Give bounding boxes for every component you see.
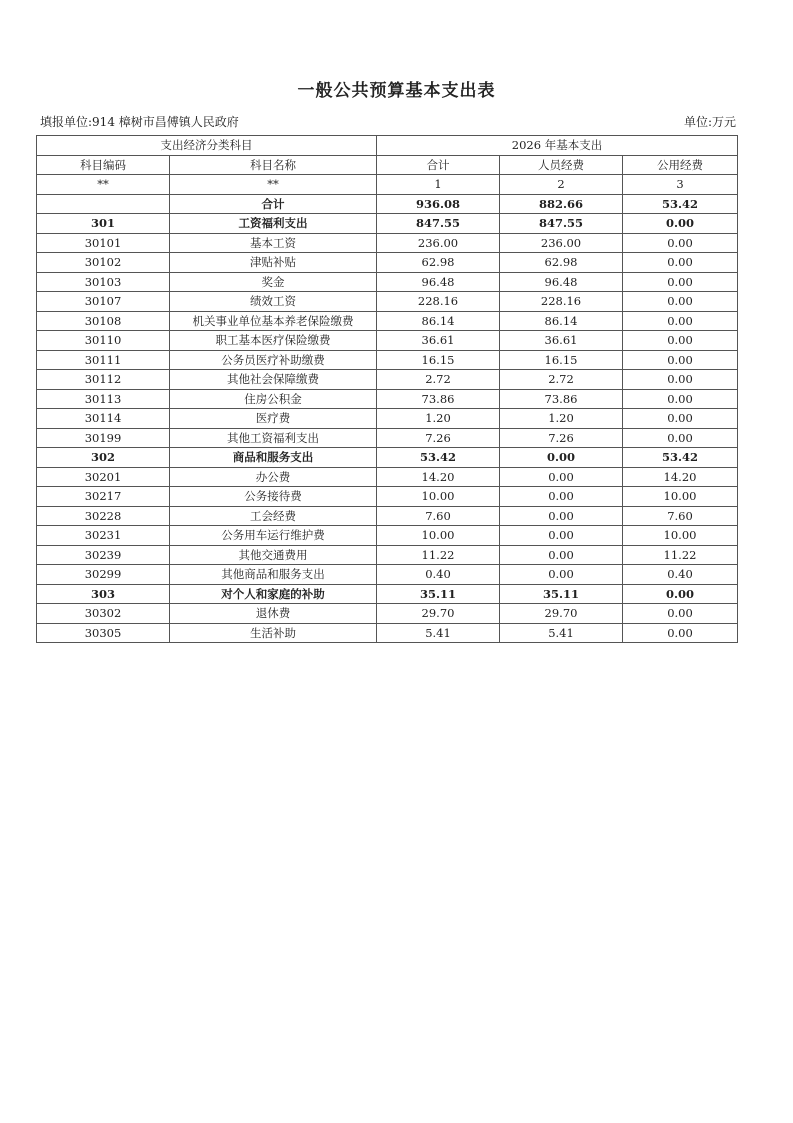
table-row (37, 253, 738, 273)
cell-personnel: 0.00 (500, 467, 623, 487)
cell-code: 30231 (37, 526, 170, 546)
cell-name: 机关事业单位基本养老保险缴费 (170, 311, 377, 331)
cell-code: 30108 (37, 311, 170, 331)
cell-public: 0.00 (623, 292, 738, 312)
cell-code: 301 (37, 214, 170, 234)
cell-code: 30114 (37, 409, 170, 429)
cell-public: 0.00 (623, 604, 738, 624)
cell-personnel: 96.48 (500, 272, 623, 292)
cell-name: 公务用车运行维护费 (170, 526, 377, 546)
cell-code: 30302 (37, 604, 170, 624)
cell-personnel: 7.26 (500, 428, 623, 448)
cell-code: 30112 (37, 370, 170, 390)
table-row (37, 428, 738, 448)
table-row (37, 506, 738, 526)
cell-public: 11.22 (623, 545, 738, 565)
cell-public: 0.00 (623, 584, 738, 604)
cell-code: 30239 (37, 545, 170, 565)
table-row (37, 448, 738, 468)
table-row (37, 233, 738, 253)
table-row (37, 604, 738, 624)
table-row (37, 584, 738, 604)
table-row (37, 467, 738, 487)
cell-personnel: 0.00 (500, 565, 623, 585)
cell-total: 73.86 (377, 389, 500, 409)
cell-personnel: 0.00 (500, 526, 623, 546)
table-row (37, 292, 738, 312)
cell-public: 0.00 (623, 311, 738, 331)
cell-personnel: 882.66 (500, 194, 623, 214)
cell-public: 0.40 (623, 565, 738, 585)
cell-total: 86.14 (377, 311, 500, 331)
cell-code: 30110 (37, 331, 170, 351)
cell-personnel: 36.61 (500, 331, 623, 351)
index-row (37, 175, 738, 195)
budget-table (36, 135, 738, 643)
table-row (37, 350, 738, 370)
index-cell: ** (170, 175, 377, 195)
cell-public: 0.00 (623, 623, 738, 643)
cell-total: 236.00 (377, 233, 500, 253)
cell-public: 14.20 (623, 467, 738, 487)
cell-personnel: 847.55 (500, 214, 623, 234)
table-row (37, 311, 738, 331)
cell-public: 0.00 (623, 272, 738, 292)
cell-name: 公务接待费 (170, 487, 377, 507)
index-cell: 2 (500, 175, 623, 195)
cell-public: 7.60 (623, 506, 738, 526)
cell-total: 847.55 (377, 214, 500, 234)
cell-name: 绩效工资 (170, 292, 377, 312)
cell-total: 2.72 (377, 370, 500, 390)
cell-total: 7.26 (377, 428, 500, 448)
cell-public: 0.00 (623, 350, 738, 370)
cell-public: 10.00 (623, 487, 738, 507)
cell-name: 对个人和家庭的补助 (170, 584, 377, 604)
cell-total: 0.40 (377, 565, 500, 585)
cell-name: 其他交通费用 (170, 545, 377, 565)
cell-name: 津贴补贴 (170, 253, 377, 273)
index-cell: ** (37, 175, 170, 195)
cell-code: 303 (37, 584, 170, 604)
cell-name: 公务员医疗补助缴费 (170, 350, 377, 370)
cell-public: 0.00 (623, 214, 738, 234)
cell-personnel: 1.20 (500, 409, 623, 429)
cell-personnel: 236.00 (500, 233, 623, 253)
cell-code: 30199 (37, 428, 170, 448)
cell-code: 30111 (37, 350, 170, 370)
cell-code: 30103 (37, 272, 170, 292)
cell-personnel: 62.98 (500, 253, 623, 273)
cell-total: 36.61 (377, 331, 500, 351)
cell-personnel: 29.70 (500, 604, 623, 624)
cell-personnel: 0.00 (500, 506, 623, 526)
table-row (37, 545, 738, 565)
table-row (37, 194, 738, 214)
table-body (37, 194, 738, 643)
cell-public: 0.00 (623, 370, 738, 390)
cell-total: 16.15 (377, 350, 500, 370)
reporting-unit: 填报单位:914 樟树市昌傅镇人民政府 (40, 115, 239, 129)
cell-total: 62.98 (377, 253, 500, 273)
cell-public: 10.00 (623, 526, 738, 546)
cell-personnel: 2.72 (500, 370, 623, 390)
cell-personnel: 228.16 (500, 292, 623, 312)
cell-name: 医疗费 (170, 409, 377, 429)
cell-personnel: 35.11 (500, 584, 623, 604)
cell-public: 0.00 (623, 409, 738, 429)
currency-unit: 单位:万元 (683, 115, 736, 129)
cell-total: 14.20 (377, 467, 500, 487)
table-row (37, 331, 738, 351)
page-title: 一般公共预算基本支出表 (297, 81, 496, 101)
table-row (37, 487, 738, 507)
cell-name: 住房公积金 (170, 389, 377, 409)
group-header-row (37, 136, 738, 156)
cell-total: 5.41 (377, 623, 500, 643)
cell-name: 基本工资 (170, 233, 377, 253)
table-row (37, 272, 738, 292)
group-header-classification: 支出经济分类科目 (37, 136, 377, 156)
cell-code: 30228 (37, 506, 170, 526)
table-row (37, 526, 738, 546)
cell-name: 其他社会保障缴费 (170, 370, 377, 390)
cell-name: 奖金 (170, 272, 377, 292)
cell-total: 35.11 (377, 584, 500, 604)
cell-name: 工资福利支出 (170, 214, 377, 234)
table-row (37, 565, 738, 585)
column-header-row (37, 155, 738, 175)
cell-code: 30107 (37, 292, 170, 312)
table-row (37, 389, 738, 409)
cell-total: 96.48 (377, 272, 500, 292)
cell-total: 53.42 (377, 448, 500, 468)
cell-code: 30299 (37, 565, 170, 585)
table-row (37, 214, 738, 234)
cell-name: 商品和服务支出 (170, 448, 377, 468)
cell-personnel: 0.00 (500, 545, 623, 565)
index-cell: 3 (623, 175, 738, 195)
cell-name: 合计 (170, 194, 377, 214)
table-row (37, 370, 738, 390)
cell-code: 302 (37, 448, 170, 468)
column-header-name: 科目名称 (170, 155, 377, 175)
table-row (37, 409, 738, 429)
cell-total: 1.20 (377, 409, 500, 429)
cell-code: 30102 (37, 253, 170, 273)
cell-name: 办公费 (170, 467, 377, 487)
cell-code: 30113 (37, 389, 170, 409)
cell-personnel: 5.41 (500, 623, 623, 643)
cell-code: 30305 (37, 623, 170, 643)
cell-total: 936.08 (377, 194, 500, 214)
cell-personnel: 86.14 (500, 311, 623, 331)
cell-name: 生活补助 (170, 623, 377, 643)
cell-personnel: 0.00 (500, 487, 623, 507)
cell-personnel: 0.00 (500, 448, 623, 468)
cell-total: 7.60 (377, 506, 500, 526)
cell-personnel: 73.86 (500, 389, 623, 409)
cell-code: 30217 (37, 487, 170, 507)
cell-name: 其他商品和服务支出 (170, 565, 377, 585)
cell-name: 退休费 (170, 604, 377, 624)
cell-public: 0.00 (623, 233, 738, 253)
group-header-basic-expenditure: 2026 年基本支出 (377, 136, 738, 156)
index-cell: 1 (377, 175, 500, 195)
cell-total: 29.70 (377, 604, 500, 624)
cell-total: 228.16 (377, 292, 500, 312)
cell-total: 11.22 (377, 545, 500, 565)
cell-public: 0.00 (623, 331, 738, 351)
table-row (37, 623, 738, 643)
column-header-public: 公用经费 (623, 155, 738, 175)
cell-total: 10.00 (377, 487, 500, 507)
cell-code (37, 194, 170, 214)
cell-personnel: 16.15 (500, 350, 623, 370)
cell-public: 53.42 (623, 448, 738, 468)
column-header-personnel: 人员经费 (500, 155, 623, 175)
column-header-code: 科目编码 (37, 155, 170, 175)
cell-name: 其他工资福利支出 (170, 428, 377, 448)
cell-total: 10.00 (377, 526, 500, 546)
cell-code: 30101 (37, 233, 170, 253)
cell-code: 30201 (37, 467, 170, 487)
cell-public: 0.00 (623, 428, 738, 448)
cell-name: 职工基本医疗保险缴费 (170, 331, 377, 351)
cell-name: 工会经费 (170, 506, 377, 526)
column-header-total: 合计 (377, 155, 500, 175)
cell-public: 0.00 (623, 253, 738, 273)
cell-public: 53.42 (623, 194, 738, 214)
cell-public: 0.00 (623, 389, 738, 409)
